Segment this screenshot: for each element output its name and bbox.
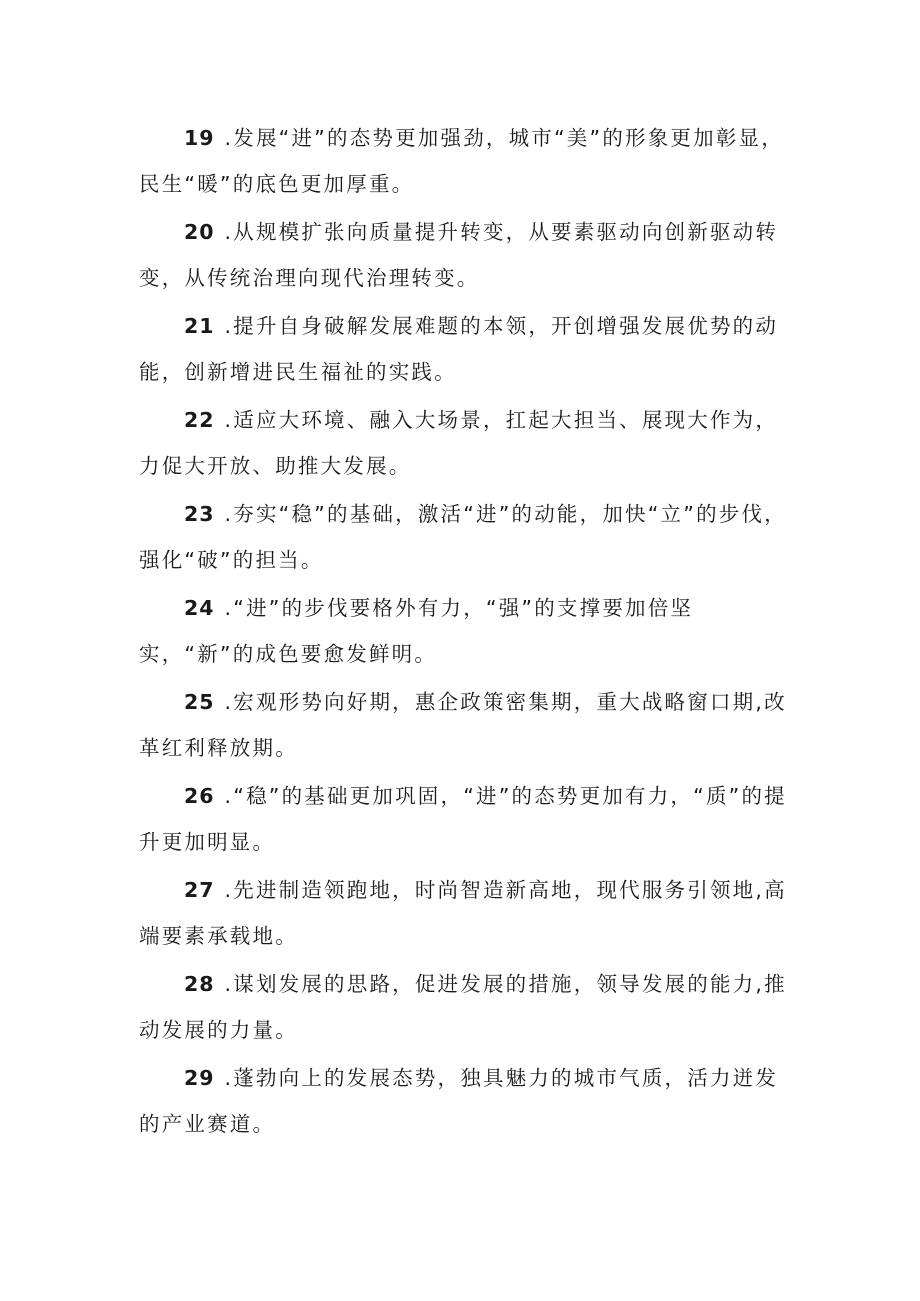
item-text: .提升自身破解发展难题的本领，开创增强发展优势的动能，创新增进民生福祉的实践。 <box>139 314 779 384</box>
item-text: .蓬勃向上的发展态势，独具魅力的城市气质，活力迸发的产业赛道。 <box>139 1066 779 1136</box>
item-number: 27 <box>184 878 215 902</box>
list-item <box>139 115 799 207</box>
item-text: .适应大环境、融入大场景，扛起大担当、展现大作为，力促大开放、助推大发展。 <box>139 408 779 478</box>
list-item <box>139 397 799 489</box>
item-text: .从规模扩张向质量提升转变，从要素驱动向创新驱动转变，从传统治理向现代治理转变。 <box>139 220 779 290</box>
item-text: .谋划发展的思路，促进发展的措施，领导发展的能力,推动发展的力量。 <box>139 972 787 1042</box>
list-item <box>139 209 799 301</box>
list-item <box>139 961 799 1053</box>
document-body <box>139 115 799 1149</box>
item-text: .宏观形势向好期，惠企政策密集期，重大战略窗口期,改革红利释放期。 <box>139 690 787 760</box>
item-number: 21 <box>184 314 215 338</box>
item-text: .“稳”的基础更加巩固，“进”的态势更加有力，“质”的提升更加明显。 <box>139 784 787 854</box>
list-item <box>139 867 799 959</box>
item-text: .“进”的步伐要格外有力，“强”的支撑要加倍坚实，“新”的成色要愈发鲜明。 <box>139 596 694 666</box>
list-item <box>139 773 799 865</box>
list-item <box>139 1055 799 1147</box>
item-number: 23 <box>184 502 215 526</box>
item-number: 24 <box>184 596 215 620</box>
list-item <box>139 303 799 395</box>
item-number: 29 <box>184 1066 215 1090</box>
item-number: 25 <box>184 690 215 714</box>
list-item <box>139 679 799 771</box>
item-text: .夯实“稳”的基础，激活“进”的动能，加快“立”的步伐，强化“破”的担当。 <box>139 502 787 572</box>
list-item <box>139 585 799 677</box>
item-text: .先进制造领跑地，时尚智造新高地，现代服务引领地,高端要素承载地。 <box>139 878 787 948</box>
item-number: 19 <box>184 126 215 150</box>
list-item <box>139 491 799 583</box>
item-number: 20 <box>184 220 215 244</box>
item-text: .发展“进”的态势更加强劲，城市“美”的形象更加彰显，民生“暖”的底色更加厚重。 <box>139 126 784 196</box>
item-number: 26 <box>184 784 215 808</box>
item-number: 28 <box>184 972 215 996</box>
item-number: 22 <box>184 408 215 432</box>
